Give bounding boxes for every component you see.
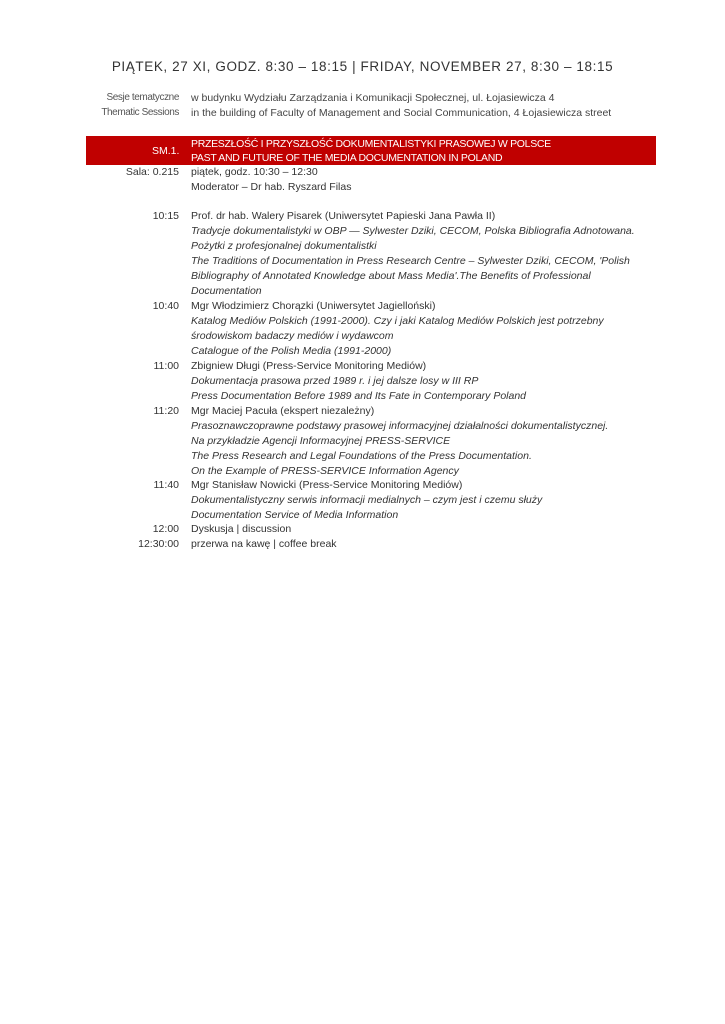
- talk-time: 10:15: [152, 210, 179, 222]
- talk-time: 10:40: [152, 300, 179, 312]
- agenda-item-discussion: Dyskusja | discussion: [191, 523, 292, 535]
- location-en: in the building of Faculty of Management and Social Communication, 4 Łojasiewicza street: [191, 107, 612, 119]
- talk-speaker: Mgr Maciej Pacuła (ekspert niezależny): [191, 405, 375, 417]
- agenda-row-discussion: [0, 522, 725, 537]
- session-moderator-row: [0, 180, 725, 195]
- talk-title-line: Na przykładzie Agencji Informacyjnej PRESS-SERVICE: [191, 435, 451, 447]
- talk-title-line: Documentation: [191, 285, 262, 297]
- talk-time: 12:00: [152, 523, 179, 535]
- talk-speaker: Zbigniew Długi (Press-Service Monitoring Mediów): [191, 360, 427, 372]
- talk-title-line: Katalog Mediów Polskich (1991-2000). Czy i jaki Katalog Mediów Polskich jest potrzebny: [191, 315, 604, 327]
- talk-row: [0, 478, 725, 493]
- talk-time: 11:20: [153, 405, 179, 417]
- talk-row: [0, 209, 725, 224]
- talk-row: [0, 359, 725, 374]
- talk-time: 11:00: [153, 360, 179, 372]
- talk-speaker: Prof. dr hab. Walery Pisarek (Uniwersytet Papieski Jana Pawła II): [191, 210, 496, 222]
- session-room: Sala: 0.215: [125, 166, 179, 178]
- agenda-row-break: [0, 537, 725, 552]
- talk-title-line: Documentation Service of Media Information: [191, 509, 399, 521]
- page-title: PIĄTEK, 27 XI, GODZ. 8:30 – 18:15 | FRIDAY, NOVEMBER 27, 8:30 – 18:15: [111, 59, 614, 74]
- talk-title-line: Tradycje dokumentalistyki w OBP — Sylwester Dziki, CECOM, Polska Bibliografia Adnotowana.: [191, 225, 635, 237]
- session-title-pl: PRZESZŁOŚĆ I PRZYSZŁOŚĆ DOKUMENTALISTYKI PRASOWEJ W POLSCE: [191, 138, 551, 150]
- session-time: piątek, godz. 10:30 – 12:30: [191, 166, 318, 178]
- sessions-label-pl: Sesje tematyczne: [106, 92, 179, 103]
- talk-title-line: Pożytki z profesjonalnej dokumentalistki: [191, 240, 377, 252]
- talk-row: [0, 404, 725, 419]
- talk-title-line: Bibliography of Annotated Knowledge about Mass Media'.The Benefits of Professional: [191, 270, 591, 282]
- location-pl: w budynku Wydziału Zarządzania i Komunikacji Społecznej, ul. Łojasiewicza 4: [191, 92, 555, 104]
- session-title: [191, 137, 551, 165]
- talk-title-line: On the Example of PRESS-SERVICE Information Agency: [191, 465, 459, 477]
- sessions-label-en: Thematic Sessions: [101, 107, 179, 118]
- talk-title-line: Prasoznawczoprawne podstawy prasowej informacyjnej działalności dokumentalistycznej.: [191, 420, 609, 432]
- session-room-row: [0, 165, 725, 180]
- talk-title-line: Press Documentation Before 1989 and Its Fate in Contemporary Poland: [191, 390, 527, 402]
- session-moderator: Moderator – Dr hab. Ryszard Filas: [191, 181, 352, 193]
- talk-title-line: środowiskom badaczy mediów i wydawcom: [191, 330, 394, 342]
- agenda-item-break: przerwa na kawę | coffee break: [191, 538, 337, 550]
- session-banner: [86, 136, 656, 165]
- talk-title-line: The Press Research and Legal Foundations of the Press Documentation.: [191, 450, 532, 462]
- talk-title-line: Dokumentalistyczny serwis informacji medialnych – czym jest i czemu służy: [191, 494, 543, 506]
- talk-row: [0, 299, 725, 314]
- talk-title-line: Dokumentacja prasowa przed 1989 r. i jej dalsze losy w III RP: [191, 375, 479, 387]
- sessions-info: [0, 92, 725, 122]
- talk-speaker: Mgr Stanisław Nowicki (Press-Service Monitoring Mediów): [191, 479, 463, 491]
- session-code: SM.1.: [152, 145, 180, 157]
- talk-speaker: Mgr Włodzimierz Chorązki (Uniwersytet Jagielloński): [191, 300, 436, 312]
- talk-time: 12:30:00: [138, 538, 179, 550]
- talk-title-line: Catalogue of the Polish Media (1991-2000): [191, 345, 392, 357]
- talk-time: 11:40: [153, 479, 179, 491]
- session-title-en: PAST AND FUTURE OF THE MEDIA DOCUMENTATION IN POLAND: [191, 152, 503, 164]
- talk-title-line: The Traditions of Documentation in Press Research Centre – Sylwester Dziki, CECOM, 'Polish: [191, 255, 630, 267]
